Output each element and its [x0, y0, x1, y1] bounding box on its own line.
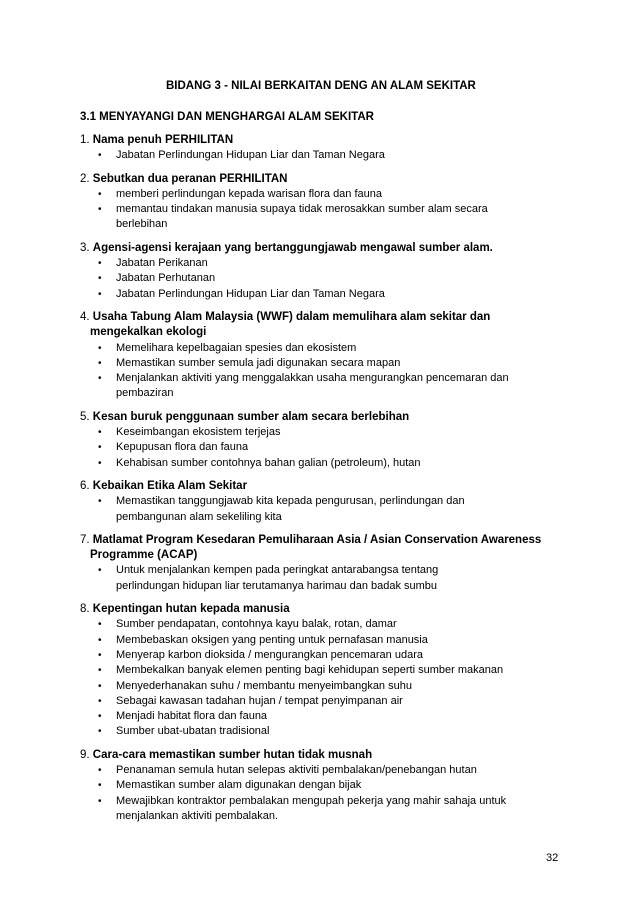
- answer-item: [80, 202, 560, 217]
- answer-item: [80, 809, 560, 824]
- question-text: Cara-cara memastikan sumber hutan tidak musnah: [92, 748, 373, 761]
- answer-item: [80, 440, 560, 455]
- bullet-icon: •: [98, 288, 102, 300]
- question-number: 4.: [80, 310, 90, 323]
- question-block: [80, 172, 560, 233]
- bullet-icon: •: [98, 357, 102, 369]
- bullet-icon: •: [98, 780, 102, 792]
- bullet-icon: •: [98, 204, 102, 216]
- question-text: Kebaikan Etika Alam Sekitar: [92, 479, 248, 492]
- answer-text: Untuk menjalankan kempen pada peringkat antarabangsa tentang: [116, 564, 439, 577]
- answer-text: Jabatan Perlindungan Hidupan Liar dan Taman Negara: [116, 287, 385, 300]
- answer-text: memberi perlindungan kepada warisan flora dan fauna: [116, 187, 383, 200]
- answer-item: [80, 371, 560, 386]
- section-heading: 3.1 MENYAYANGI DAN MENGHARGAI ALAM SEKITAR: [80, 111, 374, 123]
- bullet-icon: •: [98, 795, 102, 807]
- answer-text: Kehabisan sumber contohnya bahan galian (petroleum), hutan: [116, 456, 421, 469]
- answer-text: berlebihan: [116, 218, 168, 231]
- answer-list: [80, 425, 560, 471]
- question-block: [80, 133, 560, 164]
- question-heading: [80, 310, 560, 341]
- question-text: Kesan buruk penggunaan sumber alam secara berlebihan: [92, 410, 410, 423]
- bullet-icon: •: [98, 457, 102, 469]
- answer-text: Memelihara kepelbagaian spesies dan ekosistem: [116, 341, 357, 354]
- answer-item: [80, 386, 560, 401]
- question-text: Nama penuh PERHILITAN: [92, 134, 234, 146]
- answer-text: Memastikan tanggungjawab kita kepada pengurusan, perlindungan dan: [116, 495, 465, 508]
- answer-item: [80, 617, 560, 632]
- answer-item: [80, 778, 560, 793]
- answer-text: Mewajibkan kontraktor pembalakan mengupah pekerja yang mahir sahaja untuk: [116, 794, 507, 807]
- answer-text: Memastikan sumber semula jadi digunakan secara mapan: [116, 356, 401, 369]
- answer-item: [80, 356, 560, 371]
- page-number: 32: [546, 852, 559, 864]
- answer-text: Sebagai kawasan tadahan hujan / tempat penyimpanan air: [116, 694, 403, 707]
- answer-text: Penanaman semula hutan selepas aktiviti pembalakan/penebangan hutan: [116, 763, 477, 776]
- question-list: [80, 133, 560, 832]
- question-number: 1.: [80, 134, 90, 146]
- answer-list: [80, 148, 560, 163]
- answer-item: [80, 217, 560, 232]
- answer-text: Jabatan Perikanan: [116, 257, 208, 270]
- answer-text: Memastikan sumber alam digunakan dengan bijak: [116, 779, 362, 792]
- answer-text: Kepupusan flora dan fauna: [116, 441, 249, 454]
- question-text: Agensi-agensi kerajaan yang bertanggungjawab mengawal sumber alam.: [92, 241, 493, 254]
- bullet-icon: •: [98, 711, 102, 723]
- question-number: 5.: [80, 410, 90, 423]
- bullet-icon: •: [98, 442, 102, 454]
- answer-list: [80, 256, 560, 302]
- answer-text: Menyederhanakan suhu / membantu menyeimbangkan suhu: [116, 679, 412, 692]
- answer-item: [80, 148, 560, 163]
- question-heading: [80, 241, 560, 256]
- answer-item: [80, 724, 560, 739]
- answer-item: [80, 694, 560, 709]
- bullet-icon: •: [98, 665, 102, 677]
- question-number: 6.: [80, 479, 90, 492]
- question-text: Matlamat Program Kesedaran Pemuliharaan Asia / Asian Conservation Awareness: [92, 533, 542, 546]
- question-number: 9.: [80, 748, 90, 761]
- answer-text: Keseimbangan ekosistem terjejas: [116, 426, 281, 439]
- question-heading: [80, 410, 560, 425]
- answer-list: [80, 494, 560, 525]
- bullet-icon: •: [98, 726, 102, 738]
- question-text-continued: mengekalkan ekologi: [90, 326, 207, 339]
- answer-list: [80, 187, 560, 233]
- answer-text: Membebaskan oksigen yang penting untuk pernafasan manusia: [116, 633, 428, 646]
- question-number: 7.: [80, 533, 90, 546]
- answer-item: [80, 563, 560, 578]
- answer-item: [80, 633, 560, 648]
- question-text: Usaha Tabung Alam Malaysia (WWF) dalam memulihara alam sekitar dan: [92, 310, 491, 323]
- answer-text: perlindungan hidupan liar terutamanya harimau dan badak sumbu: [116, 579, 438, 592]
- answer-text: Menjadi habitat flora dan fauna: [116, 710, 268, 723]
- question-block: [80, 533, 560, 594]
- answer-item: [80, 256, 560, 271]
- question-block: [80, 410, 560, 471]
- question-number: 8.: [80, 603, 90, 616]
- question-text: Kepentingan hutan kepada manusia: [92, 603, 290, 616]
- answer-text: pembaziran: [116, 387, 174, 400]
- bullet-icon: •: [98, 680, 102, 692]
- answer-item: [80, 763, 560, 778]
- bullet-icon: •: [98, 188, 102, 200]
- answer-item: [80, 794, 560, 809]
- bullet-icon: •: [98, 634, 102, 646]
- document-title: BIDANG 3 - NILAI BERKAITAN DENG AN ALAM SEKITAR: [166, 80, 476, 92]
- bullet-icon: •: [98, 427, 102, 439]
- answer-text: pembangunan alam sekeliling kita: [116, 510, 282, 523]
- answer-item: [80, 341, 560, 356]
- question-block: [80, 602, 560, 740]
- answer-text: Sumber pendapatan, contohnya kayu balak, rotan, damar: [116, 618, 397, 631]
- question-number: 3.: [80, 241, 90, 254]
- bullet-icon: •: [98, 373, 102, 385]
- answer-list: [80, 563, 560, 594]
- question-heading: [80, 533, 560, 564]
- question-block: [80, 479, 560, 525]
- answer-text: Sumber ubat-ubatan tradisional: [116, 725, 270, 738]
- question-block: [80, 310, 560, 402]
- question-heading: [80, 133, 560, 148]
- question-block: [80, 748, 560, 824]
- bullet-icon: •: [98, 496, 102, 508]
- bullet-icon: •: [98, 695, 102, 707]
- answer-item: [80, 287, 560, 302]
- answer-list: [80, 763, 560, 824]
- bullet-icon: •: [98, 273, 102, 285]
- answer-list: [80, 617, 560, 739]
- question-text: Sebutkan dua peranan PERHILITAN: [92, 172, 288, 185]
- question-number: 2.: [80, 172, 90, 185]
- question-heading: [80, 479, 560, 494]
- answer-text: Menjalankan aktiviti yang menggalakkan usaha mengurangkan pencemaran dan: [116, 372, 509, 385]
- answer-text: Membekalkan banyak elemen penting bagi kehidupan seperti sumber makanan: [116, 664, 504, 677]
- answer-item: [80, 271, 560, 286]
- question-text-continued: Programme (ACAP): [90, 549, 198, 562]
- bullet-icon: •: [98, 764, 102, 776]
- answer-item: [80, 187, 560, 202]
- answer-item: [80, 679, 560, 694]
- answer-item: [80, 425, 560, 440]
- question-heading: [80, 748, 560, 763]
- answer-item: [80, 579, 560, 594]
- bullet-icon: •: [98, 258, 102, 270]
- answer-text: Jabatan Perlindungan Hidupan Liar dan Taman Negara: [116, 149, 385, 162]
- answer-item: [80, 510, 560, 525]
- answer-text: menjalankan aktiviti pembalakan.: [116, 809, 279, 822]
- answer-item: [80, 709, 560, 724]
- answer-list: [80, 341, 560, 402]
- bullet-icon: •: [98, 619, 102, 631]
- answer-item: [80, 663, 560, 678]
- answer-text: memantau tindakan manusia supaya tidak merosakkan sumber alam secara: [116, 203, 488, 216]
- answer-text: Menyerap karbon dioksida / mengurangkan pencemaran udara: [116, 648, 423, 661]
- answer-item: [80, 456, 560, 471]
- question-heading: [80, 602, 560, 617]
- answer-item: [80, 494, 560, 509]
- bullet-icon: •: [98, 649, 102, 661]
- bullet-icon: •: [98, 150, 102, 162]
- answer-item: [80, 648, 560, 663]
- question-block: [80, 241, 560, 302]
- bullet-icon: •: [98, 342, 102, 354]
- answer-text: Jabatan Perhutanan: [116, 272, 216, 285]
- bullet-icon: •: [98, 565, 102, 577]
- question-heading: [80, 172, 560, 187]
